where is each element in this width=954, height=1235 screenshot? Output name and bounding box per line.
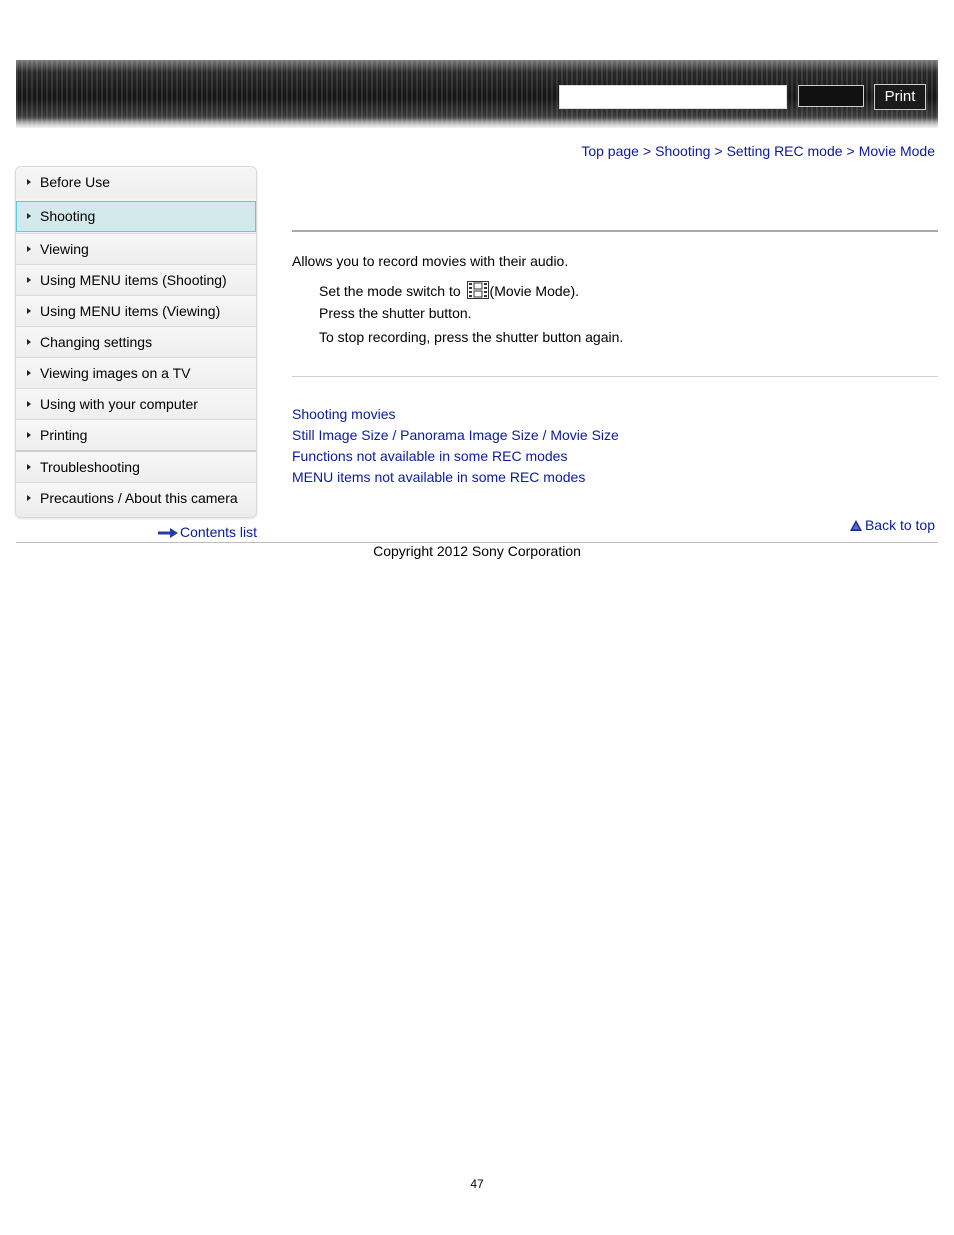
sidebar-item-viewing[interactable] bbox=[16, 233, 256, 264]
sidebar-item-label: Printing bbox=[40, 427, 88, 443]
related-link-functions-not-available[interactable]: Functions not available in some REC modes bbox=[292, 448, 568, 464]
sidebar-item-precautions[interactable] bbox=[16, 482, 256, 513]
related-link-shooting-movies[interactable]: Shooting movies bbox=[292, 406, 396, 422]
sidebar-item-troubleshooting[interactable] bbox=[16, 450, 256, 481]
sidebar-item-label: Viewing bbox=[40, 241, 89, 257]
back-to-top-label: Back to top bbox=[864, 517, 935, 533]
sidebar-item-before-use[interactable] bbox=[16, 167, 256, 198]
copyright-text: Copyright 2012 Sony Corporation bbox=[373, 543, 581, 559]
related-link-image-size[interactable]: Still Image Size / Panorama Image Size / Movie Size bbox=[292, 427, 619, 443]
intro-text: Allows you to record movies with their audio. bbox=[292, 253, 569, 269]
triangle-right-icon bbox=[27, 370, 31, 376]
sidebar-item-shooting[interactable] bbox=[16, 201, 256, 232]
triangle-right-icon bbox=[27, 432, 31, 438]
sidebar-item-label: Using with your computer bbox=[40, 396, 198, 412]
step-1-text-end: (Movie Mode). bbox=[489, 283, 579, 299]
sidebar-item-using-menu-shooting[interactable] bbox=[16, 264, 256, 295]
sidebar-item-label: Before Use bbox=[40, 174, 111, 190]
print-button[interactable]: Print bbox=[874, 84, 926, 110]
contents-list-label: Contents list bbox=[180, 524, 258, 540]
sidebar-item-label: Viewing images on a TV bbox=[40, 365, 191, 381]
breadcrumb-link-top-page[interactable]: Top page bbox=[581, 143, 639, 159]
sidebar-item-using-menu-viewing[interactable] bbox=[16, 295, 256, 326]
section-divider bbox=[292, 376, 938, 377]
triangle-right-icon bbox=[27, 308, 31, 314]
breadcrumb-separator: > bbox=[714, 143, 723, 159]
breadcrumb-separator: > bbox=[846, 143, 855, 159]
triangle-right-icon bbox=[27, 464, 31, 470]
breadcrumb-link-shooting[interactable]: Shooting bbox=[655, 143, 711, 159]
breadcrumb bbox=[581, 143, 935, 159]
sidebar-item-label: Using MENU items (Viewing) bbox=[40, 303, 221, 319]
header-bar bbox=[16, 60, 938, 128]
step-3: To stop recording, press the shutter button again. bbox=[319, 329, 624, 345]
related-link-menu-items-not-available[interactable]: MENU items not available in some REC modes bbox=[292, 469, 586, 485]
back-to-top-link[interactable] bbox=[850, 517, 935, 533]
triangle-right-icon bbox=[27, 339, 31, 345]
contents-list-link[interactable] bbox=[158, 524, 257, 540]
triangle-right-icon bbox=[27, 277, 31, 283]
step-1 bbox=[319, 281, 579, 299]
breadcrumb-current-movie-mode[interactable]: Movie Mode bbox=[858, 143, 935, 159]
page-number: 47 bbox=[470, 1177, 484, 1191]
search-input[interactable] bbox=[559, 85, 787, 109]
sidebar-item-label: Precautions / About this camera bbox=[40, 490, 238, 506]
triangle-right-icon bbox=[27, 401, 31, 407]
sidebar-item-label: Shooting bbox=[40, 208, 96, 224]
triangle-right-icon bbox=[27, 246, 31, 252]
sidebar-item-label: Changing settings bbox=[40, 334, 153, 350]
sidebar-item-label: Using MENU items (Shooting) bbox=[40, 272, 227, 288]
movie-mode-icon bbox=[467, 281, 489, 299]
triangle-right-icon bbox=[27, 213, 31, 219]
content-divider bbox=[292, 230, 938, 232]
arrow-right-icon bbox=[158, 528, 178, 538]
sidebar-item-printing[interactable] bbox=[16, 419, 256, 450]
sidebar-item-changing-settings[interactable] bbox=[16, 326, 256, 357]
triangle-right-icon bbox=[27, 495, 31, 501]
search-button[interactable] bbox=[798, 85, 864, 107]
breadcrumb-link-setting-rec-mode[interactable]: Setting REC mode bbox=[726, 143, 843, 159]
sidebar-item-viewing-on-tv[interactable] bbox=[16, 357, 256, 388]
step-1-text: Set the mode switch to bbox=[319, 283, 465, 299]
step-2: Press the shutter button. bbox=[319, 305, 472, 321]
triangle-up-icon bbox=[850, 520, 862, 531]
sidebar-item-using-with-computer[interactable] bbox=[16, 388, 256, 419]
breadcrumb-separator: > bbox=[642, 143, 652, 159]
sidebar-nav bbox=[15, 166, 257, 518]
triangle-right-icon bbox=[27, 179, 31, 185]
sidebar-item-label: Troubleshooting bbox=[40, 459, 140, 475]
